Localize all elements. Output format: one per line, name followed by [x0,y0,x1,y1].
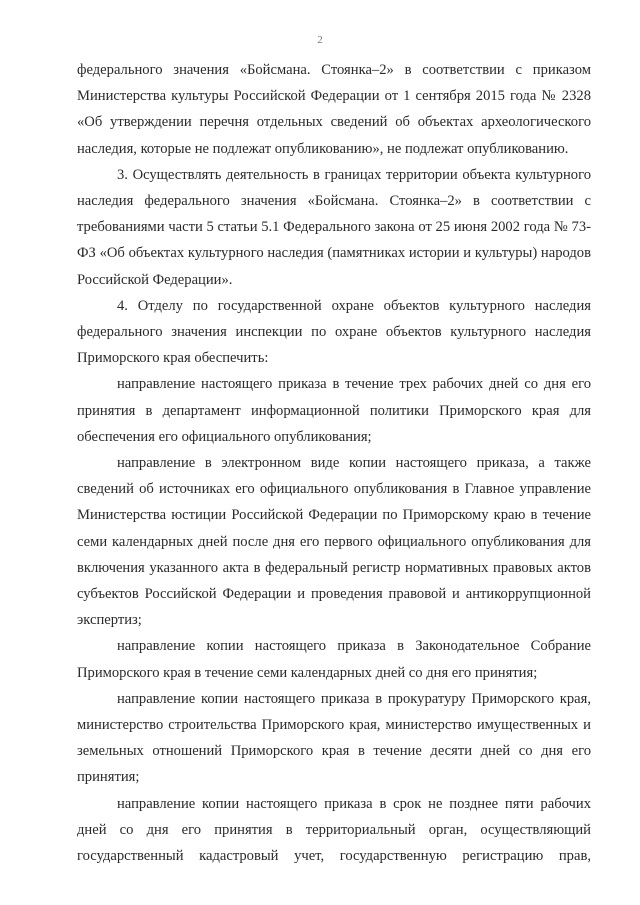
paragraph-continuation: федерального значения «Бойсмана. Стоянка–2» в соответствии с приказом Министерства культуры Российской Федерации от 1 сентября 2015 года № 2328 «Об утверждении перечня отдельных сведений об объектах археологического наследия, которые не подлежат опубликованию», не подлежат опубликованию. [77,62,591,157]
paragraph-item-3: 3. Осуществлять деятельность в границах территории объекта культурного наследия федерального значения «Бойсмана. Стоянка–2» в соответствии с требованиями части 5 статьи 5.1 Федерального закона от 25 июня 2002 года № 73-ФЗ «Об объектах культурного наследия (памятниках истории и культуры) народов Российской Федерации». [77,166,591,288]
document-body [77,57,591,869]
paragraph-subitem-publication: направление настоящего приказа в течение трех рабочих дней со дня его принятия в департамент информационной политики Приморского края для обеспечения его официального опубликования; [77,376,591,445]
page-number: 2 [317,34,323,46]
paragraph-subitem-cadastral: направление копии настоящего приказа в срок не позднее пяти рабочих дней со дня его принятия в территориальный орган, осуществляющий государственный кадастровый учет, государственную регистрацию прав, [77,795,591,865]
paragraph-subitem-legislative-assembly: направление копии настоящего приказа в Законодательное Собрание Приморского края в течение семи календарных дней со дня его принятия; [77,638,591,681]
paragraph-item-4: 4. Отделу по государственной охране объектов культурного наследия федерального значения инспекции по охране объектов культурного наследия Приморского края обеспечить: [77,297,591,367]
paragraph-subitem-ministry-justice: направление в электронном виде копии настоящего приказа, а также сведений об источниках его официального опубликования в Главное управление Министерства юстиции Российской Федерации по Приморскому краю в течение семи календарных дней после дня его первого официального опубликования для включения указанного акта в федеральный регистр нормативных правовых актов субъектов Российской Федерации и проведения правовой и антикоррупционной экспертиз; [77,455,591,629]
paragraph-subitem-prosecutor: направление копии настоящего приказа в прокуратуру Приморского края, министерство строительства Приморского края, министерство имущественных и земельных отношений Приморского края в течение десяти дней со дня его принятия; [77,690,591,786]
